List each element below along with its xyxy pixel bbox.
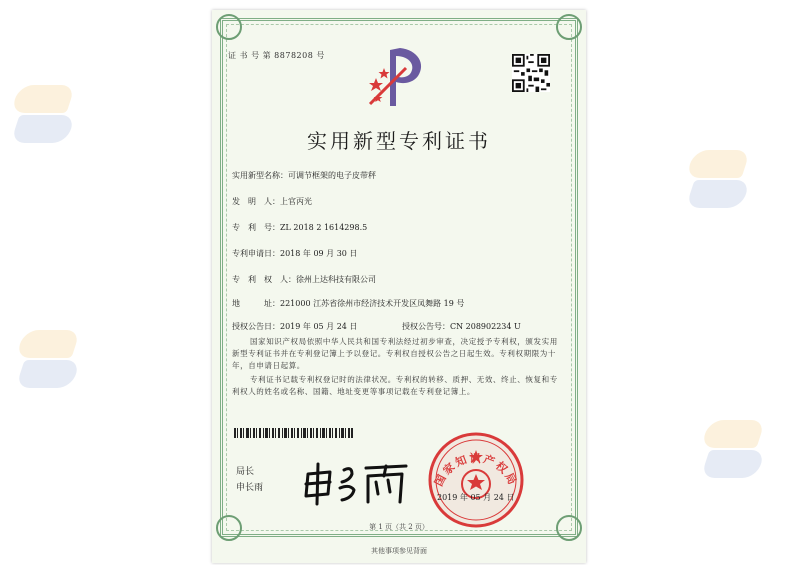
seal-label: 国家知识产权局 (432, 451, 520, 489)
field-label: 专 利 权 人： (232, 275, 296, 284)
page-number: 第 1 页（共 2 页） (369, 523, 429, 531)
certificate-number: 证 书 号 第 8878208 号 (228, 51, 325, 60)
legal-status-statement: 专利证书记载专利权登记时的法律状况。专利权的转移、质押、无效、终止、恢复和专利权人的姓名或名称、国籍、地址变更等事项记载在专利登记簿上。 (232, 375, 558, 396)
corner-ornament (556, 14, 582, 40)
field-patent-number (232, 222, 367, 233)
field-label: 地 址： (232, 299, 280, 308)
field-patentee (232, 274, 376, 285)
field-address (232, 298, 464, 309)
field-value: 221000 江苏省徐州市经济技术开发区凤舞路 19 号 (280, 299, 465, 308)
field-utility-model-name (232, 170, 376, 181)
patent-office-emblem (366, 42, 430, 110)
field-label: 授权公告日： (232, 322, 280, 331)
field-grant-date (232, 321, 357, 332)
field-value: ZL 2018 2 1614298.5 (280, 223, 368, 232)
field-application-date (232, 248, 357, 259)
barcode (234, 428, 354, 438)
footer-note: 其他事项参见背面 (371, 547, 427, 555)
certificate-title: 实用新型专利证书 (307, 129, 491, 153)
qr-code (512, 54, 550, 92)
patent-certificate (212, 10, 586, 563)
field-label: 实用新型名称： (232, 171, 288, 180)
svg-text:国家知识产权局 (431, 451, 519, 489)
grant-statement: 国家知识产权局依照中华人民共和国专利法经过初步审查，决定授予专利权，颁发实用新型专利证书并在专利登记簿上予以登记。专利权自授权公告之日起生效。专利权期限为十年，自申请日起算。 (232, 337, 558, 370)
field-grant-number (402, 321, 521, 332)
field-label: 授权公告号： (402, 322, 450, 331)
seal-text (426, 430, 526, 530)
field-value: 徐州上达科技有限公司 (296, 275, 376, 284)
director-signature (302, 460, 412, 506)
director-name: 申长雨 (236, 483, 264, 493)
corner-ornament (216, 14, 242, 40)
field-value: 2018 年 09 月 30 日 (280, 249, 358, 258)
field-inventor (232, 196, 312, 207)
field-value: 2019 年 05 月 24 日 (280, 322, 358, 331)
field-value: CN 208902234 U (450, 322, 521, 331)
field-label: 发 明 人： (232, 197, 280, 206)
field-value: 上官丙光 (280, 197, 312, 206)
field-label: 专利申请日： (232, 249, 280, 258)
field-label: 专 利 号： (232, 223, 280, 232)
seal-date: 2019 年 05 月 24 日 (437, 493, 515, 502)
director-title: 局长 (236, 467, 255, 477)
field-value: 可调节框架的电子皮带秤 (288, 171, 376, 180)
